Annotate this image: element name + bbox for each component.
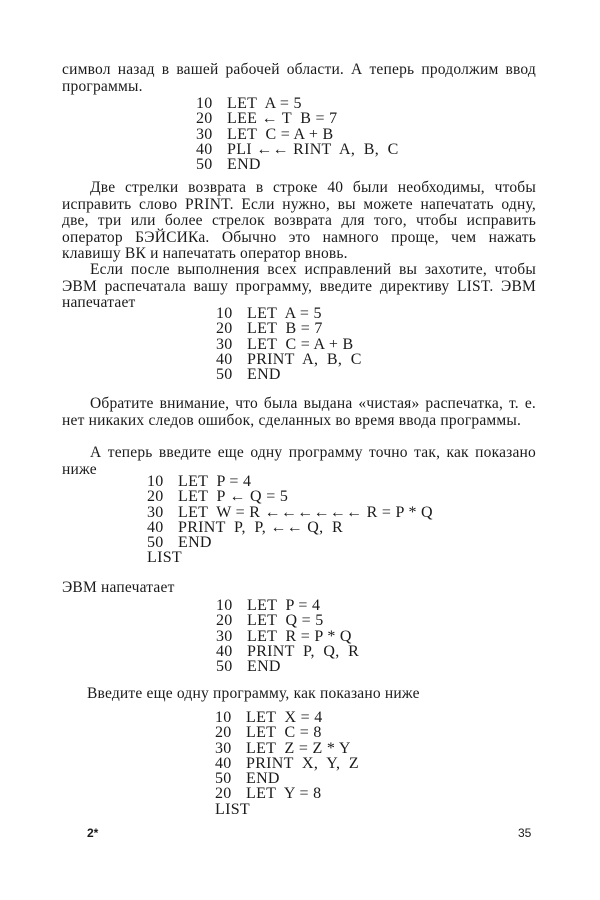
- paragraph-enter-program-below: Введите еще одну программу, как показано ниже: [87, 685, 420, 702]
- paragraph-continuation: символ назад в вашей рабочей области. А теперь продолжим ввод программы.: [62, 61, 536, 95]
- code-line: 40 PRINT P, P, ←← Q, R: [147, 518, 344, 536]
- code-line: LIST: [215, 800, 250, 818]
- code-line: 10 LET A = 5: [196, 95, 302, 112]
- code-line: 30 LET Z = Z * Y: [215, 739, 351, 757]
- code-line: 50 END: [215, 770, 280, 788]
- paragraph-list-directive: Если после выполнения всех исправлений вы захотите, чтобы ЭВМ распечатала вашу программу, введите директиву LIST. ЭВМ напечатает: [62, 261, 536, 311]
- code-line: 30 LET C = A + B: [216, 335, 354, 353]
- page-number: 35: [518, 826, 532, 840]
- code-line: 10 LET A = 5: [216, 305, 322, 322]
- signature-mark: 2*: [87, 826, 99, 840]
- code-line: 10 LET P = 4: [216, 597, 321, 614]
- code-line: 20 LET Y = 8: [215, 785, 322, 803]
- code-line: 30 LET W = R ←←←←←← R = P * Q: [147, 503, 433, 521]
- code-line: 50 END: [216, 658, 281, 676]
- code-line: 40 PRINT X, Y, Z: [215, 754, 359, 772]
- code-block-final-program: [215, 710, 359, 817]
- code-block-clean-listing: [216, 306, 362, 382]
- paragraph-enter-another-program: А теперь введите еще одну программу точно так, как показано ниже: [62, 444, 536, 478]
- code-line: 10 LET X = 4: [215, 709, 323, 726]
- code-line: 20 LET C = 8: [215, 724, 322, 742]
- code-line: LIST: [147, 549, 182, 567]
- paragraph-clean-listing-note: Обратите внимание, что была выдана «чистая» распечатка, т. е. нет никаких следов ошибок, сделанных во время ввода программы.: [62, 395, 536, 429]
- code-line: 30 LET C = A + B: [196, 125, 334, 143]
- code-line: 40 PRINT A, B, C: [216, 350, 362, 368]
- code-line: 30 LET R = P * Q: [216, 627, 352, 645]
- code-line: 20 LET B = 7: [216, 320, 323, 338]
- code-line: 20 LET Q = 5: [216, 612, 324, 630]
- code-block-with-corrections: [196, 96, 399, 172]
- code-block-corrected-listing: [216, 598, 359, 674]
- code-line: 40 PRINT P, Q, R: [216, 642, 360, 660]
- code-line: 50 END: [196, 156, 261, 174]
- paragraph-computer-prints: ЭВМ напечатает: [62, 579, 175, 596]
- code-line: 50 END: [216, 366, 281, 384]
- code-line: 40 PLI ←← RINT A, B, C: [196, 140, 399, 158]
- code-line: 20 LEE ← T B = 7: [196, 110, 338, 128]
- code-line: 10 LET P = 4: [147, 473, 252, 490]
- code-line: 50 END: [147, 534, 212, 552]
- code-line: 20 LET P ← Q = 5: [147, 488, 289, 506]
- code-block-program-with-errors: [147, 474, 433, 566]
- paragraph-backspace-explanation: Две стрелки возврата в строке 40 были необходимы, чтобы исправить слово PRINT. Если нужно, вы можете напечатать одну, две, три или более стрелок возврата для того, чтобы исправить оператор БЭЙСИКа. Обычно это намного проще, чем нажать клавишу ВК и напечатать оператор вновь.: [62, 179, 536, 262]
